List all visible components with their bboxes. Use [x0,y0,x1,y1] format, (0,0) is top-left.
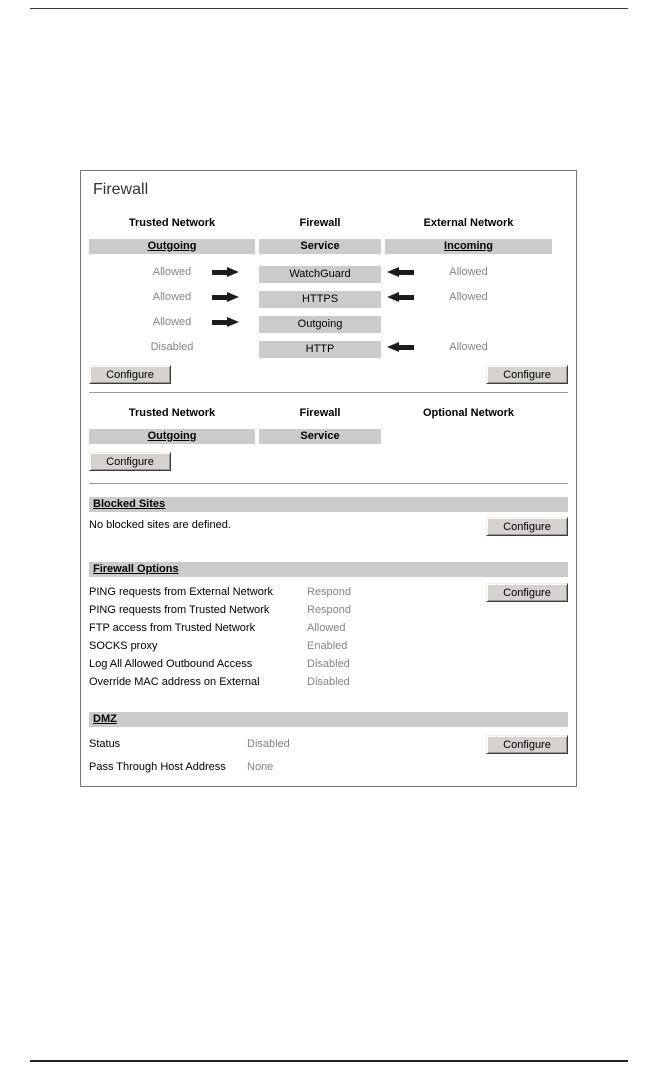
section-divider [89,483,568,485]
service-row-https [89,285,568,310]
table-header-outgoing: Outgoing [89,429,255,444]
service-row-watchguard [89,260,568,285]
outgoing-status: Allowed [152,266,192,278]
table-header-incoming: Incoming [385,239,552,254]
option-label: FTP access from Trusted Network [89,622,256,634]
blocked-sites-body [89,517,568,536]
configure-optional-button[interactable]: Configure [89,452,171,471]
incoming-status-cell [385,260,552,285]
arrow-right-icon [212,317,239,328]
external-section-table-header [89,239,568,254]
section-divider [89,392,568,394]
dmz-body [89,735,568,774]
firewall-options-body [89,583,568,691]
blocked-sites-message: No blocked sites are defined. [89,519,231,531]
option-row [89,637,568,655]
outgoing-status-cell [89,285,255,310]
incoming-status-cell [385,310,552,335]
service-name: WatchGuard [259,266,381,283]
column-header-external-network: External Network [423,217,514,229]
column-header-firewall: Firewall [299,217,341,229]
column-header-trusted-network: Trusted Network [128,407,216,419]
option-value: Respond [307,586,352,598]
option-value: Disabled [307,658,350,670]
incoming-status: Allowed [449,341,488,353]
outgoing-status-cell [89,310,255,335]
column-header-firewall: Firewall [299,407,341,419]
arrow-left-icon [387,267,414,278]
option-value: Respond [307,604,352,616]
configure-incoming-button[interactable]: Configure [486,365,568,384]
incoming-status-cell [385,335,552,360]
option-row [89,601,568,619]
arrow-right-icon [212,267,239,278]
external-section-buttons [89,365,568,384]
dmz-heading: DMZ [89,712,568,727]
page-bottom-rule [30,1060,628,1062]
outgoing-status: Disabled [150,341,194,353]
service-name: HTTP [259,341,381,358]
option-value: Allowed [307,622,346,634]
outgoing-status: Allowed [152,291,192,303]
option-label: PING requests from Trusted Network [89,604,270,616]
option-row [89,655,568,673]
firewall-options-heading: Firewall Options [89,562,568,577]
page-title: Firewall [93,181,149,198]
configure-blocked-sites-button[interactable]: Configure [486,517,568,536]
column-header-optional-network: Optional Network [422,407,515,419]
firewall-panel [80,170,577,787]
option-label: SOCKS proxy [89,640,158,652]
optional-section-column-headers [89,407,568,421]
option-value: Enabled [307,640,348,652]
blocked-sites-heading: Blocked Sites [89,497,568,512]
arrow-left-icon [387,342,414,353]
outgoing-status-cell [89,260,255,285]
table-header-service: Service [259,429,381,444]
incoming-status: Allowed [449,291,488,303]
service-name: HTTPS [259,291,381,308]
page-top-rule [30,8,628,9]
option-row [89,673,568,691]
arrow-left-icon [387,292,414,303]
optional-section-table-header [89,429,568,444]
dmz-status-label: Status [89,738,121,750]
configure-dmz-button[interactable]: Configure [486,735,568,754]
service-row-http [89,335,568,360]
dmz-passthrough-label: Pass Through Host Address [89,761,226,773]
external-section-column-headers [89,217,568,231]
configure-firewall-options-button[interactable]: Configure [486,583,568,602]
option-value: Disabled [307,676,350,688]
table-header-outgoing: Outgoing [89,239,255,254]
table-header-service: Service [259,239,381,254]
configure-outgoing-button[interactable]: Configure [89,365,171,384]
column-header-trusted-network: Trusted Network [128,217,216,229]
service-name: Outgoing [259,316,381,333]
outgoing-status: Allowed [152,316,192,328]
dmz-passthrough-value: None [247,761,274,773]
dmz-passthrough-row [89,760,568,774]
option-label: Override MAC address on External [89,676,260,688]
option-label: Log All Allowed Outbound Access [89,658,253,670]
outgoing-status-cell [89,335,255,360]
incoming-status-cell [385,285,552,310]
service-row-outgoing [89,310,568,335]
incoming-status: Allowed [449,266,488,278]
option-label: PING requests from External Network [89,586,274,598]
arrow-right-icon [212,292,239,303]
dmz-status-value: Disabled [247,738,290,750]
option-row [89,619,568,637]
